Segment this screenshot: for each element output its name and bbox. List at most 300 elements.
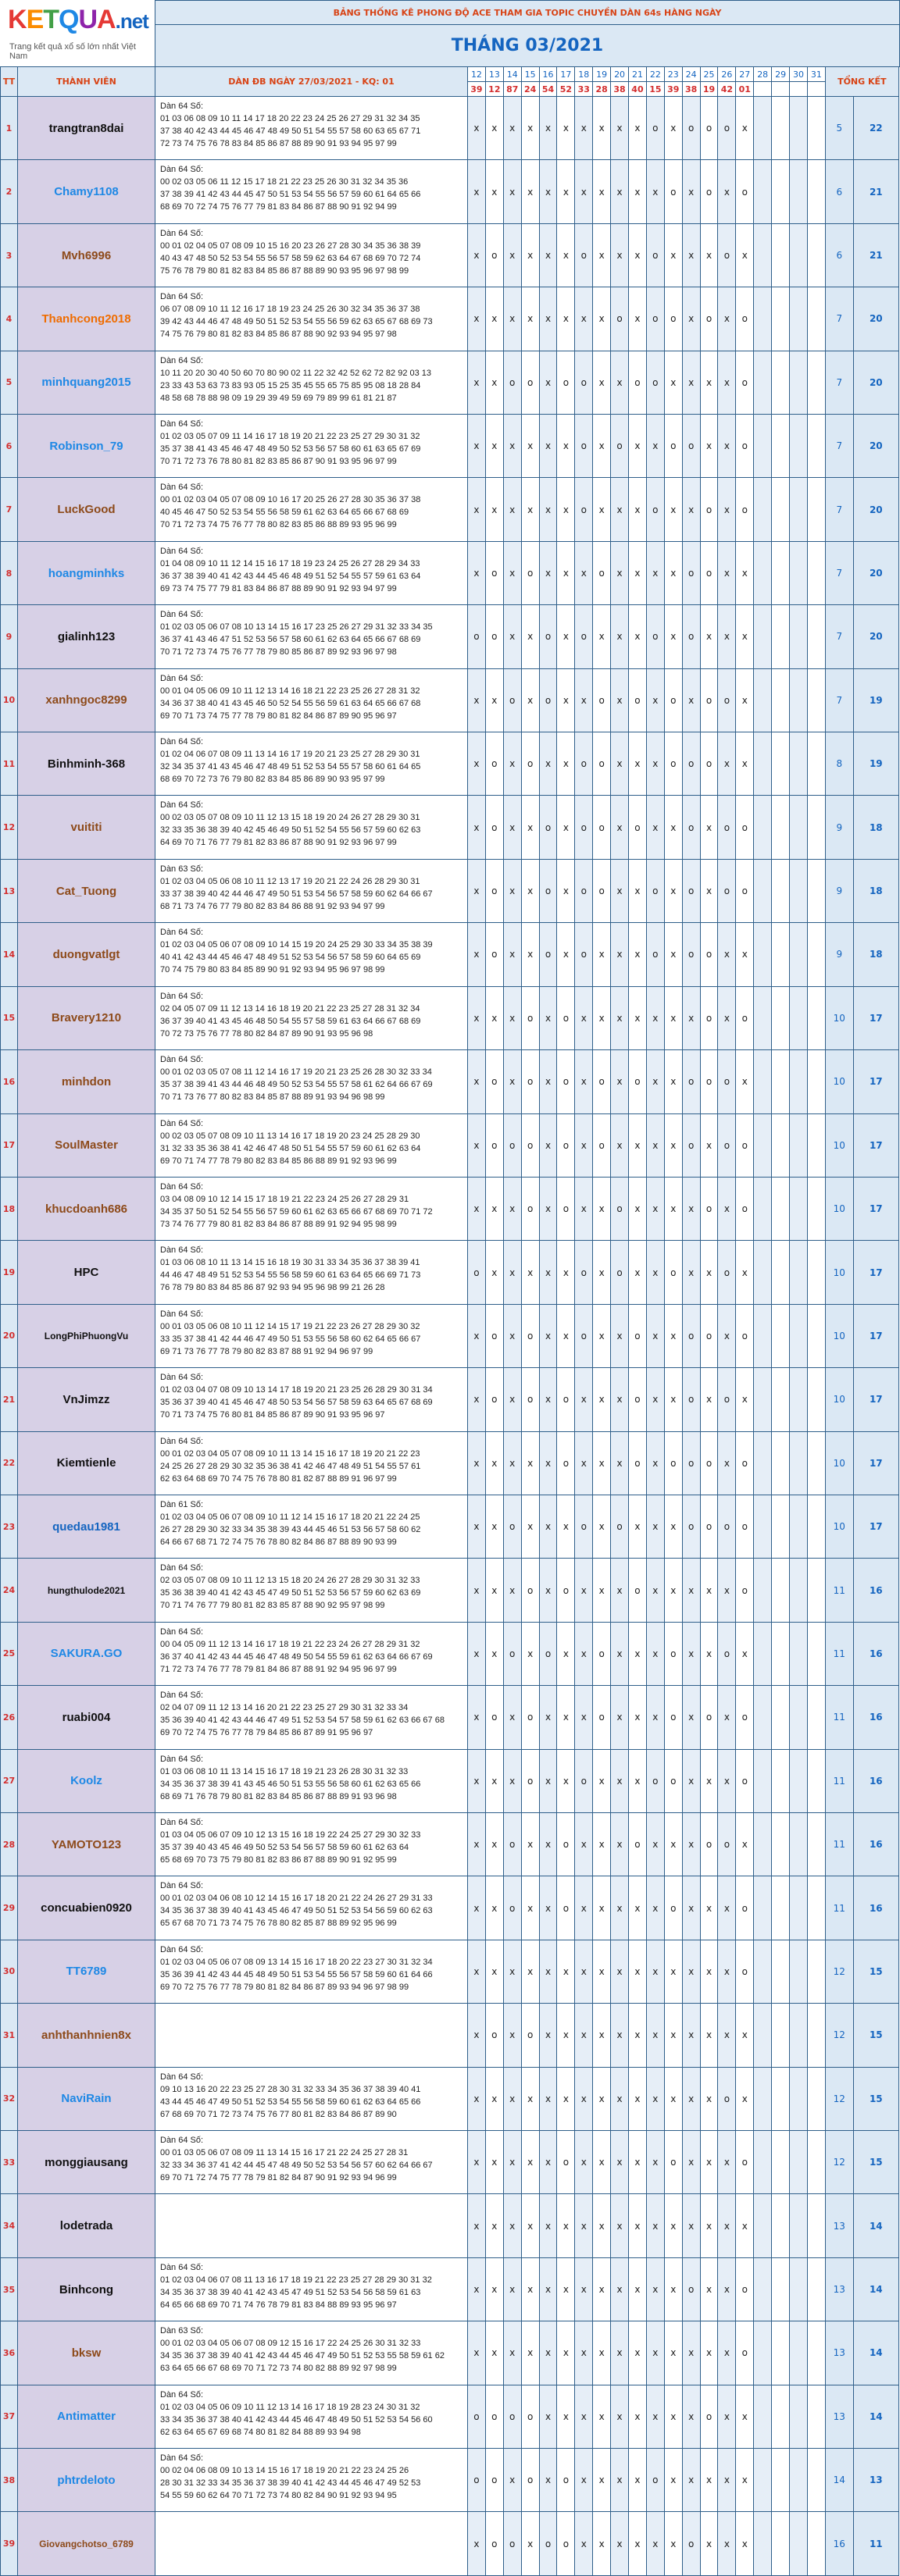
mark-cell: x bbox=[575, 2512, 593, 2575]
mark-cell: o bbox=[664, 1622, 682, 1685]
mark-cell: x bbox=[539, 1368, 557, 1431]
member-name[interactable]: vuititi bbox=[18, 796, 155, 859]
total-score: 22 bbox=[853, 97, 898, 160]
mark-cell: x bbox=[539, 2004, 557, 2067]
dan-text: Dàn 64 Số: 02 04 05 07 09 11 12 13 14 16 18 19 20 21 22 23 25 27 28 31 32 34 36 37 39 40 41 43 45 46 48 50 54 55 57 58 59 61 63 64 66 67 68 69 70 72 73 75 76 77 78 80 82 84 87 89 90 91 93 95 96 98 bbox=[160, 991, 421, 1039]
mark-cell: x bbox=[521, 415, 539, 478]
logo-wordmark: KETQUA.net bbox=[8, 5, 148, 34]
mark-cell: x bbox=[575, 97, 593, 160]
mark-cell: o bbox=[736, 287, 754, 351]
mark-cell: x bbox=[557, 1686, 575, 1749]
mark-cell: x bbox=[468, 1304, 486, 1367]
mark-cell: x bbox=[629, 287, 647, 351]
mark-cell: x bbox=[682, 223, 700, 287]
mark-cell: o bbox=[575, 796, 593, 859]
mark-cell: x bbox=[646, 986, 664, 1049]
miss-count: 13 bbox=[825, 2385, 853, 2448]
mark-cell: o bbox=[646, 97, 664, 160]
dan-text: Dàn 64 Số: 02 03 05 07 08 09 10 11 12 13 15 18 20 24 26 27 28 29 30 31 32 33 35 36 38 39 40 41 42 43 45 47 49 50 51 52 53 56 57 59 60 62 63 69 70 71 74 76 77 79 80 81 82 83 85 87 88 90 92 95 97 98 99 bbox=[160, 1563, 421, 1611]
dan-numbers bbox=[155, 2257, 468, 2321]
mark-cell: x bbox=[593, 605, 611, 668]
mark-cell: x bbox=[468, 2321, 486, 2385]
mark-cell: o bbox=[718, 97, 736, 160]
mark-cell: x bbox=[468, 478, 486, 541]
mark-cell: x bbox=[646, 2512, 664, 2575]
member-name[interactable]: Cat_Tuong bbox=[18, 859, 155, 922]
mark-cell: x bbox=[718, 732, 736, 796]
mark-cell: o bbox=[700, 478, 718, 541]
member-row bbox=[1, 1368, 900, 1431]
member-name[interactable]: SoulMaster bbox=[18, 1113, 155, 1177]
row-index: 3 bbox=[1, 223, 18, 287]
mark-cell bbox=[772, 732, 790, 796]
mark-cell: x bbox=[468, 923, 486, 986]
mark-cell: x bbox=[611, 2449, 629, 2512]
mark-cell: x bbox=[468, 160, 486, 223]
member-name[interactable]: bksw bbox=[18, 2321, 155, 2385]
mark-cell: o bbox=[521, 1559, 539, 1622]
mark-cell: x bbox=[682, 1940, 700, 2003]
mark-cell bbox=[807, 223, 825, 287]
mark-cell: x bbox=[468, 2512, 486, 2575]
mark-cell: o bbox=[736, 1495, 754, 1558]
row-index: 34 bbox=[1, 2194, 18, 2257]
mark-cell: x bbox=[682, 668, 700, 732]
mark-cell bbox=[807, 2257, 825, 2321]
day-header: 24 bbox=[682, 67, 700, 82]
mark-cell bbox=[807, 1241, 825, 1304]
dan-text: Dàn 64 Số: 01 02 03 05 06 07 08 10 13 14 15 16 17 23 25 26 27 29 31 32 33 34 35 36 37 41 43 46 47 51 52 53 56 57 58 60 61 62 63 64 65 66 67 68 69 70 71 72 73 74 75 76 77 78 79 80 85 86 87 89 92 93 96 97 98 bbox=[160, 610, 433, 657]
total-score: 15 bbox=[853, 2067, 898, 2130]
member-name[interactable]: gialinh123 bbox=[18, 605, 155, 668]
mark-cell: x bbox=[736, 605, 754, 668]
mark-cell: x bbox=[736, 223, 754, 287]
mark-cell: x bbox=[736, 668, 754, 732]
mark-cell: o bbox=[646, 287, 664, 351]
member-name[interactable]: xanhngoc8299 bbox=[18, 668, 155, 732]
mark-cell: o bbox=[521, 732, 539, 796]
member-row bbox=[1, 732, 900, 796]
mark-cell: o bbox=[682, 605, 700, 668]
mark-cell bbox=[790, 1749, 808, 1812]
mark-cell: o bbox=[700, 1686, 718, 1749]
mark-cell: x bbox=[629, 478, 647, 541]
mark-cell bbox=[807, 287, 825, 351]
ketqua-logo[interactable] bbox=[0, 0, 155, 66]
mark-cell bbox=[754, 1050, 772, 1113]
miss-count: 11 bbox=[825, 1622, 853, 1685]
mark-cell: x bbox=[682, 1686, 700, 1749]
day-header: 25 bbox=[700, 67, 718, 82]
mark-cell: o bbox=[593, 541, 611, 604]
mark-cell: o bbox=[664, 1686, 682, 1749]
mark-cell: o bbox=[485, 923, 503, 986]
mark-cell bbox=[807, 160, 825, 223]
mark-cell: x bbox=[700, 1876, 718, 1940]
mark-cell: x bbox=[468, 1622, 486, 1685]
mark-cell: o bbox=[557, 1113, 575, 1177]
mark-cell bbox=[772, 2194, 790, 2257]
mark-cell: x bbox=[575, 2449, 593, 2512]
mark-cell: x bbox=[485, 160, 503, 223]
mark-cell: x bbox=[664, 923, 682, 986]
mark-cell: x bbox=[485, 478, 503, 541]
member-row bbox=[1, 2321, 900, 2385]
mark-cell: x bbox=[611, 732, 629, 796]
mark-cell: x bbox=[646, 1876, 664, 1940]
member-name[interactable]: YAMOTO123 bbox=[18, 1812, 155, 1876]
miss-count: 9 bbox=[825, 923, 853, 986]
mark-cell bbox=[754, 1876, 772, 1940]
miss-count: 8 bbox=[825, 732, 853, 796]
mark-cell: x bbox=[593, 2004, 611, 2067]
mark-cell bbox=[790, 2257, 808, 2321]
mark-cell: o bbox=[611, 1177, 629, 1240]
mark-cell: o bbox=[664, 415, 682, 478]
mark-cell: x bbox=[485, 2131, 503, 2194]
member-name[interactable]: Thanhcong2018 bbox=[18, 287, 155, 351]
mark-cell: o bbox=[485, 1113, 503, 1177]
dan-text: Dàn 64 Số: 01 02 03 04 05 06 09 10 11 12 13 14 16 17 18 19 28 23 24 30 31 32 33 34 35 36 37 38 40 41 42 43 44 45 46 47 48 49 50 51 52 53 54 56 60 62 63 64 65 67 69 68 74 80 81 82 84 88 89 93 94 98 bbox=[160, 2389, 433, 2437]
mark-cell: o bbox=[521, 541, 539, 604]
mark-cell: x bbox=[539, 1559, 557, 1622]
mark-cell: o bbox=[575, 732, 593, 796]
mark-cell: x bbox=[611, 351, 629, 414]
mark-cell: x bbox=[468, 2067, 486, 2130]
mark-cell: x bbox=[575, 2131, 593, 2194]
mark-cell: x bbox=[629, 923, 647, 986]
mark-cell: o bbox=[736, 1940, 754, 2003]
mark-cell: o bbox=[521, 1749, 539, 1812]
row-index: 37 bbox=[1, 2385, 18, 2448]
total-score: 21 bbox=[853, 160, 898, 223]
mark-cell: x bbox=[593, 1431, 611, 1495]
mark-cell bbox=[772, 1686, 790, 1749]
mark-cell: o bbox=[468, 605, 486, 668]
miss-count: 16 bbox=[825, 2512, 853, 2575]
mark-cell: x bbox=[664, 1940, 682, 2003]
mark-cell: o bbox=[718, 1113, 736, 1177]
member-name[interactable]: VnJimzz bbox=[18, 1368, 155, 1431]
mark-cell bbox=[754, 1812, 772, 1876]
member-name[interactable]: phtrdeloto bbox=[18, 2449, 155, 2512]
mark-cell: x bbox=[700, 796, 718, 859]
day-header: 20 bbox=[611, 67, 629, 82]
mark-cell: x bbox=[485, 1749, 503, 1812]
mark-cell: x bbox=[646, 1304, 664, 1367]
mark-cell: o bbox=[736, 2321, 754, 2385]
mark-cell: x bbox=[718, 160, 736, 223]
member-name[interactable]: monggiausang bbox=[18, 2131, 155, 2194]
member-name[interactable]: anhthanhnien8x bbox=[18, 2004, 155, 2067]
mark-cell: o bbox=[682, 415, 700, 478]
mark-cell bbox=[772, 1876, 790, 1940]
mark-cell: o bbox=[575, 223, 593, 287]
mark-cell: x bbox=[700, 1241, 718, 1304]
dan-text: Dàn 64 Số: 00 02 03 05 07 08 09 10 11 12 13 15 18 19 20 24 26 27 28 29 30 31 32 33 35 36 38 39 40 42 45 46 49 50 51 52 54 55 56 57 59 60 62 63 64 69 70 71 76 77 79 81 82 83 86 87 88 90 91 92 93 96 97 99 bbox=[160, 800, 421, 848]
member-name[interactable]: Kiemtienle bbox=[18, 1431, 155, 1495]
member-name[interactable]: ruabi004 bbox=[18, 1686, 155, 1749]
mark-cell: o bbox=[557, 1876, 575, 1940]
mark-cell: o bbox=[468, 2449, 486, 2512]
mark-cell: o bbox=[503, 1622, 521, 1685]
miss-count: 12 bbox=[825, 2004, 853, 2067]
member-name[interactable]: Robinson_79 bbox=[18, 415, 155, 478]
mark-cell: x bbox=[718, 1749, 736, 1812]
mark-cell bbox=[790, 1113, 808, 1177]
member-name[interactable]: quedau1981 bbox=[18, 1495, 155, 1558]
mark-cell: x bbox=[700, 1559, 718, 1622]
mark-cell: x bbox=[718, 1876, 736, 1940]
mark-cell: x bbox=[700, 1113, 718, 1177]
member-row bbox=[1, 2385, 900, 2448]
dan-numbers bbox=[155, 2131, 468, 2194]
mark-cell: o bbox=[629, 1050, 647, 1113]
mark-cell: x bbox=[718, 287, 736, 351]
mark-cell: o bbox=[521, 2004, 539, 2067]
mark-cell bbox=[807, 605, 825, 668]
member-name[interactable]: khucdoanh686 bbox=[18, 1177, 155, 1240]
header-days-row bbox=[1, 67, 900, 82]
miss-count: 9 bbox=[825, 859, 853, 922]
dan-numbers bbox=[155, 2512, 468, 2575]
member-name[interactable]: NaviRain bbox=[18, 2067, 155, 2130]
mark-cell: x bbox=[736, 97, 754, 160]
result-number: 54 bbox=[539, 82, 557, 97]
member-name[interactable]: duongvatlgt bbox=[18, 923, 155, 986]
member-name[interactable]: Chamy1108 bbox=[18, 160, 155, 223]
total-score: 17 bbox=[853, 1177, 898, 1240]
mark-cell: x bbox=[593, 1876, 611, 1940]
mark-cell bbox=[790, 1495, 808, 1558]
mark-cell: o bbox=[485, 1304, 503, 1367]
mark-cell: x bbox=[521, 2257, 539, 2321]
mark-cell bbox=[790, 415, 808, 478]
mark-cell: x bbox=[736, 1812, 754, 1876]
member-name[interactable]: Binhminh-368 bbox=[18, 732, 155, 796]
total-score: 20 bbox=[853, 351, 898, 414]
mark-cell bbox=[754, 605, 772, 668]
member-name[interactable]: LongPhiPhuongVu bbox=[18, 1304, 155, 1367]
row-index: 16 bbox=[1, 1050, 18, 1113]
mark-cell: x bbox=[718, 478, 736, 541]
mark-cell: x bbox=[718, 605, 736, 668]
mark-cell bbox=[754, 1495, 772, 1558]
mark-cell: x bbox=[539, 97, 557, 160]
mark-cell: x bbox=[539, 351, 557, 414]
mark-cell: x bbox=[700, 415, 718, 478]
mark-cell: x bbox=[539, 223, 557, 287]
mark-cell bbox=[790, 287, 808, 351]
mark-cell: x bbox=[521, 1241, 539, 1304]
result-number: 38 bbox=[611, 82, 629, 97]
member-name[interactable]: Mvh6996 bbox=[18, 223, 155, 287]
mark-cell: o bbox=[718, 1495, 736, 1558]
mark-cell bbox=[754, 2449, 772, 2512]
mark-cell: x bbox=[575, 160, 593, 223]
mark-cell: o bbox=[736, 1559, 754, 1622]
mark-cell: x bbox=[629, 1177, 647, 1240]
mark-cell: x bbox=[539, 1876, 557, 1940]
member-name[interactable]: lodetrada bbox=[18, 2194, 155, 2257]
mark-cell: x bbox=[539, 2067, 557, 2130]
mark-cell: x bbox=[611, 2194, 629, 2257]
mark-cell: x bbox=[611, 668, 629, 732]
mark-cell: o bbox=[736, 478, 754, 541]
member-row bbox=[1, 351, 900, 414]
total-score: 16 bbox=[853, 1749, 898, 1812]
mark-cell: x bbox=[646, 1495, 664, 1558]
dan-text: Dàn 64 Số: 01 02 03 04 06 07 08 11 13 16 17 18 19 21 22 23 25 27 28 29 30 31 32 34 35 36 37 38 39 40 41 42 43 45 47 49 51 52 53 54 56 58 59 61 63 64 65 66 68 69 70 71 74 76 78 79 81 83 84 88 89 93 95 96 97 bbox=[160, 2262, 432, 2310]
dan-text: Dàn 64 Số: 00 01 02 03 05 07 08 11 12 14 16 17 19 20 21 23 25 26 28 30 32 33 34 35 37 38 39 41 43 44 46 48 49 50 52 53 54 55 57 58 61 62 64 66 67 69 70 71 73 76 77 80 82 83 84 85 87 88 89 91 93 94 96 98 99 bbox=[160, 1055, 433, 1103]
member-row bbox=[1, 478, 900, 541]
mark-cell: x bbox=[718, 2131, 736, 2194]
member-name[interactable]: Antimatter bbox=[18, 2385, 155, 2448]
mark-cell: x bbox=[682, 2194, 700, 2257]
dan-text: Dàn 64 Số: 09 10 13 16 20 22 23 25 27 28 30 31 32 33 34 35 36 37 38 39 40 41 43 44 45 46 47 49 50 51 52 53 54 55 56 58 59 60 61 62 63 64 65 66 67 68 69 70 71 72 73 74 75 76 77 80 81 82 83 84 86 87 89 90 bbox=[160, 2072, 421, 2119]
mark-cell bbox=[790, 859, 808, 922]
mark-cell: x bbox=[611, 1686, 629, 1749]
mark-cell bbox=[807, 1559, 825, 1622]
col-dan-header: DÀN ĐB NGÀY 27/03/2021 - KQ: 01 bbox=[155, 67, 468, 97]
dan-numbers bbox=[155, 1622, 468, 1685]
mark-cell: o bbox=[557, 351, 575, 414]
mark-cell: o bbox=[629, 1431, 647, 1495]
member-name[interactable]: trangtran8dai bbox=[18, 97, 155, 160]
dan-text: Dàn 64 Số: 01 02 03 04 07 08 09 10 13 14 17 18 19 20 21 23 25 26 28 29 30 31 34 35 36 37 39 40 41 45 46 47 48 50 53 54 56 57 58 59 63 64 65 67 68 69 70 71 73 74 75 76 80 81 84 85 86 87 89 90 91 93 95 96 97 bbox=[160, 1373, 433, 1420]
dan-text: Dàn 64 Số: 00 02 04 06 08 09 10 13 14 15 16 17 18 19 20 21 22 23 24 25 26 28 30 31 32 33 34 35 36 37 38 39 40 41 42 43 44 45 46 47 49 52 53 54 55 59 60 62 64 70 71 72 73 74 80 82 84 90 91 92 93 94 95 bbox=[160, 2453, 421, 2501]
mark-cell: x bbox=[575, 2257, 593, 2321]
member-row bbox=[1, 1559, 900, 1622]
mark-cell bbox=[754, 1686, 772, 1749]
member-name[interactable]: Binhcong bbox=[18, 2257, 155, 2321]
mark-cell: x bbox=[468, 1876, 486, 1940]
mark-cell: x bbox=[485, 1940, 503, 2003]
mark-cell bbox=[754, 1940, 772, 2003]
mark-cell: o bbox=[664, 1431, 682, 1495]
mark-cell: x bbox=[521, 160, 539, 223]
mark-cell: o bbox=[521, 1050, 539, 1113]
mark-cell: o bbox=[557, 1559, 575, 1622]
total-score: 17 bbox=[853, 1368, 898, 1431]
total-score: 18 bbox=[853, 923, 898, 986]
mark-cell: x bbox=[629, 605, 647, 668]
mark-cell: x bbox=[503, 1050, 521, 1113]
mark-cell: x bbox=[611, 1622, 629, 1685]
mark-cell: x bbox=[700, 859, 718, 922]
member-name[interactable]: hungthulode2021 bbox=[18, 1559, 155, 1622]
miss-count: 11 bbox=[825, 1559, 853, 1622]
member-name[interactable]: minhdon bbox=[18, 1050, 155, 1113]
member-name[interactable]: TT6789 bbox=[18, 1940, 155, 2003]
mark-cell: x bbox=[468, 1749, 486, 1812]
mark-cell: x bbox=[700, 2321, 718, 2385]
miss-count: 10 bbox=[825, 1177, 853, 1240]
member-name[interactable]: Koolz bbox=[18, 1749, 155, 1812]
member-name[interactable]: hoangminhks bbox=[18, 541, 155, 604]
mark-cell: o bbox=[593, 1686, 611, 1749]
mark-cell: x bbox=[718, 2449, 736, 2512]
mark-cell: x bbox=[718, 2512, 736, 2575]
mark-cell: x bbox=[521, 478, 539, 541]
mark-cell: x bbox=[557, 2257, 575, 2321]
mark-cell: x bbox=[646, 1241, 664, 1304]
mark-cell: o bbox=[539, 1622, 557, 1685]
mark-cell: x bbox=[485, 1559, 503, 1622]
mark-cell: x bbox=[503, 2449, 521, 2512]
member-row bbox=[1, 1113, 900, 1177]
dan-numbers bbox=[155, 1940, 468, 2003]
mark-cell: o bbox=[485, 1686, 503, 1749]
mark-cell: x bbox=[682, 2449, 700, 2512]
mark-cell: o bbox=[682, 796, 700, 859]
mark-cell bbox=[790, 1368, 808, 1431]
member-name[interactable]: HPC bbox=[18, 1241, 155, 1304]
member-name[interactable]: SAKURA.GO bbox=[18, 1622, 155, 1685]
dan-text: Dàn 64 Số: 01 03 06 08 10 11 13 14 15 16 17 18 19 21 23 26 28 30 31 32 33 34 35 36 37 38 39 41 43 45 46 50 51 53 55 56 58 60 61 62 63 65 66 68 69 71 76 78 79 80 81 82 83 84 85 86 87 88 89 91 93 96 98 bbox=[160, 1754, 421, 1801]
member-name[interactable]: minhquang2015 bbox=[18, 351, 155, 414]
row-index: 21 bbox=[1, 1368, 18, 1431]
mark-cell: x bbox=[664, 223, 682, 287]
mark-cell: o bbox=[646, 2449, 664, 2512]
result-number: 33 bbox=[575, 82, 593, 97]
dan-numbers bbox=[155, 287, 468, 351]
mark-cell: x bbox=[718, 1686, 736, 1749]
mark-cell: x bbox=[521, 1940, 539, 2003]
mark-cell: x bbox=[611, 605, 629, 668]
row-index: 25 bbox=[1, 1622, 18, 1685]
mark-cell: x bbox=[682, 2385, 700, 2448]
day-header: 31 bbox=[807, 67, 825, 82]
mark-cell: o bbox=[718, 1812, 736, 1876]
mark-cell: x bbox=[575, 2194, 593, 2257]
mark-cell: x bbox=[521, 1812, 539, 1876]
dan-text: Dàn 64 Số: 00 01 02 03 04 05 07 08 09 10 11 13 14 15 16 17 18 19 20 21 22 23 24 25 26 27 28 29 30 32 35 36 38 41 42 46 47 48 49 51 54 55 57 61 62 63 64 68 69 70 74 75 76 78 80 81 82 87 88 89 91 96 97 99 bbox=[160, 1436, 421, 1484]
mark-cell: o bbox=[575, 351, 593, 414]
row-index: 13 bbox=[1, 859, 18, 922]
mark-cell: x bbox=[718, 2004, 736, 2067]
dan-numbers bbox=[155, 1749, 468, 1812]
mark-cell: x bbox=[485, 1177, 503, 1240]
mark-cell: x bbox=[539, 1749, 557, 1812]
miss-count: 6 bbox=[825, 223, 853, 287]
mark-cell: x bbox=[468, 1113, 486, 1177]
mark-cell bbox=[754, 478, 772, 541]
dan-numbers bbox=[155, 859, 468, 922]
member-name[interactable]: LuckGood bbox=[18, 478, 155, 541]
mark-cell: x bbox=[557, 668, 575, 732]
mark-cell: x bbox=[593, 1495, 611, 1558]
mark-cell: x bbox=[629, 986, 647, 1049]
member-name[interactable]: concuabien0920 bbox=[18, 1876, 155, 1940]
mark-cell: o bbox=[629, 1368, 647, 1431]
member-name[interactable]: Bravery1210 bbox=[18, 986, 155, 1049]
mark-cell bbox=[754, 1304, 772, 1367]
mark-cell: x bbox=[468, 2004, 486, 2067]
total-score: 15 bbox=[853, 2004, 898, 2067]
result-number: 39 bbox=[664, 82, 682, 97]
mark-cell: x bbox=[736, 732, 754, 796]
mark-cell: x bbox=[503, 160, 521, 223]
mark-cell: o bbox=[611, 287, 629, 351]
member-row bbox=[1, 2257, 900, 2321]
mark-cell: x bbox=[468, 1495, 486, 1558]
mark-cell: o bbox=[575, 1241, 593, 1304]
member-name[interactable]: Giovangchotso_6789 bbox=[18, 2512, 155, 2575]
mark-cell bbox=[754, 2385, 772, 2448]
mark-cell: x bbox=[503, 1559, 521, 1622]
mark-cell: o bbox=[700, 97, 718, 160]
